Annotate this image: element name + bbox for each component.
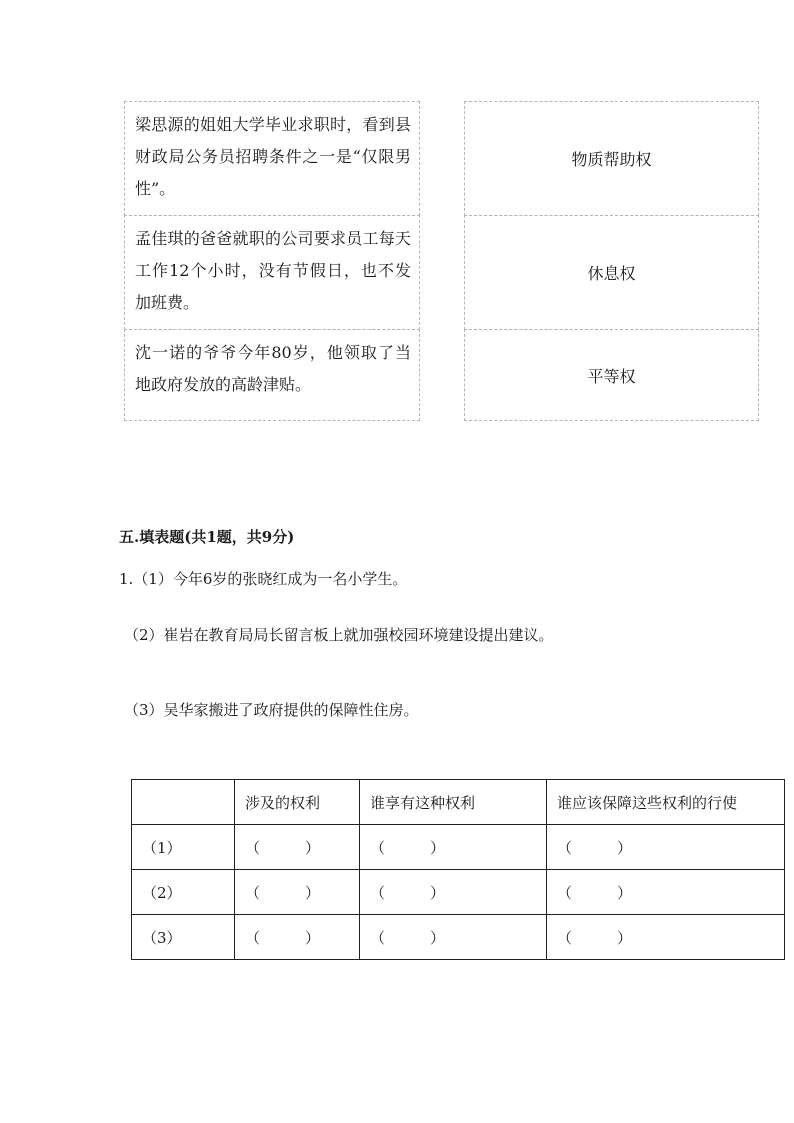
matching-right-column <box>464 102 759 421</box>
row-label: （1） <box>132 825 235 870</box>
answer-cell[interactable]: （ ） <box>547 915 785 960</box>
scenario-3: 沈一诺的爷爷今年80岁，他领取了当地政府发放的高龄津贴。 <box>124 329 420 421</box>
question-2: （2）崔岩在教育局局长留言板上就加强校园环境建设提出建议。 <box>124 626 554 644</box>
scenario-1: 梁思源的姐姐大学毕业求职时，看到县财政局公务员招聘条件之一是“仅限男性”。 <box>124 101 420 216</box>
row-label: （3） <box>132 915 235 960</box>
answer-cell[interactable]: （ ） <box>547 870 785 915</box>
fill-in-table <box>131 779 785 960</box>
matching-left-column <box>124 102 420 421</box>
section-title: 五.填表题(共1题，共9分) <box>119 528 295 546</box>
answer-cell[interactable]: （ ） <box>360 915 547 960</box>
answer-cell[interactable]: （ ） <box>360 825 547 870</box>
table-row <box>132 825 785 870</box>
header-cell: 涉及的权利 <box>235 780 360 825</box>
question-3: （3）吴华家搬进了政府提供的保障性住房。 <box>124 701 419 719</box>
right-2: 休息权 <box>464 215 759 330</box>
answer-cell[interactable]: （ ） <box>360 870 547 915</box>
header-cell: 谁享有这种权利 <box>360 780 547 825</box>
question-1: 1.（1）今年6岁的张晓红成为一名小学生。 <box>119 570 408 588</box>
answer-cell[interactable]: （ ） <box>235 915 360 960</box>
scenario-2: 孟佳琪的爸爸就职的公司要求员工每天工作12个小时，没有节假日，也不发加班费。 <box>124 215 420 330</box>
header-cell: 谁应该保障这些权利的行使 <box>547 780 785 825</box>
table-row <box>132 915 785 960</box>
table-row <box>132 870 785 915</box>
answer-cell[interactable]: （ ） <box>235 870 360 915</box>
answer-cell[interactable]: （ ） <box>235 825 360 870</box>
right-3: 平等权 <box>464 329 759 421</box>
answer-cell[interactable]: （ ） <box>547 825 785 870</box>
row-label: （2） <box>132 870 235 915</box>
table-header-row <box>132 780 785 825</box>
header-cell <box>132 780 235 825</box>
right-1: 物质帮助权 <box>464 101 759 216</box>
